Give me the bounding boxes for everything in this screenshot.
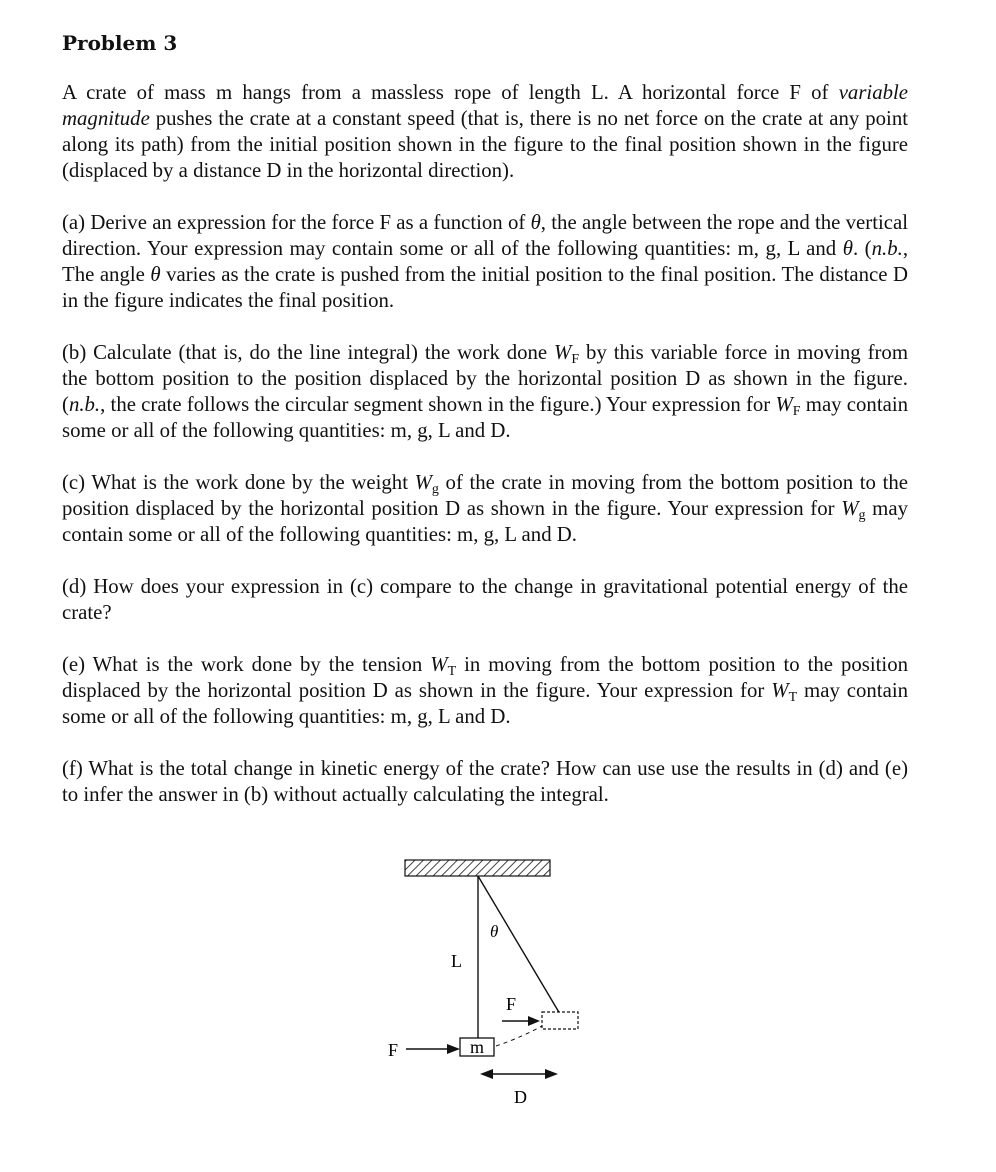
circular-path [496,1026,542,1046]
problem-page [62,28,908,834]
mass-label: m [469,1037,485,1057]
distance-arrowhead-left [480,1069,493,1079]
displaced-rope [478,876,560,1014]
distance-label: D [514,1087,527,1107]
pendulum-figure [380,852,590,1112]
pendulum-diagram [380,852,590,1112]
force-label-top: F [506,994,517,1014]
crate-final [542,1012,578,1029]
force-label-left: F [388,1040,399,1060]
force-arrowhead-displaced [528,1016,540,1026]
part-d-paragraph: (d) How does your expression in (c) compare to the change in gravitational potential energy of the crate? [62,575,908,624]
length-label: L [451,951,462,971]
part-f-paragraph: (f) What is the total change in kinetic energy of the crate? How can use use the results in (d) and (e) to infer the answer in (b) without actually calculating the integral. [62,757,908,806]
problem-title: Problem 3 [62,31,178,55]
part-b-paragraph: (b) Calculate (that is, do the line integral) the work done $W_F$ by this variable force in moving from the bottom position to the position displaced by the horizontal position D as shown in the figure. (n.b., the crate follows the circular segment shown in the figure.) Your expression for $W_F$ may contain some or all of the following quantities: m, g, L and D. [62,341,909,442]
theta-label: θ [490,922,499,941]
force-arrowhead-initial [447,1044,460,1054]
part-a-paragraph: (a) Derive an expression for the force F as a function of θ, the angle between the rope and the vertical direction. Your expression may contain some or all of the following quantities: m, g, L and θ. (n.b., The angle θ varies as the crate is pushed from the initial position to the final position. The distance D in the figure indicates the final position. [62,211,909,312]
distance-arrowhead-right [545,1069,558,1079]
intro-paragraph: A crate of mass m hangs from a massless rope of length L. A horizontal force F of variable magnitude pushes the crate at a constant speed (that is, there is no net force on the crate at any point along its path) from the initial position shown in the figure to the final position shown in the figure (displaced by a distance D in the horizontal direction). [62,81,908,182]
part-c-paragraph: (c) What is the work done by the weight $W_g$ of the crate in moving from the bottom position to the position displaced by the horizontal position D as shown in the figure. Your expression for $W_g$ may contain some or all of the following quantities: m, g, L and D. [62,471,908,546]
ceiling-hatch [405,860,550,876]
part-e-paragraph: (e) What is the work done by the tension $W_T$ in moving from the bottom position to the position displaced by the horizontal position D as shown in the figure. Your expression for $W_T$ may contain some or all of the following quantities: m, g, L and D. [62,653,908,728]
